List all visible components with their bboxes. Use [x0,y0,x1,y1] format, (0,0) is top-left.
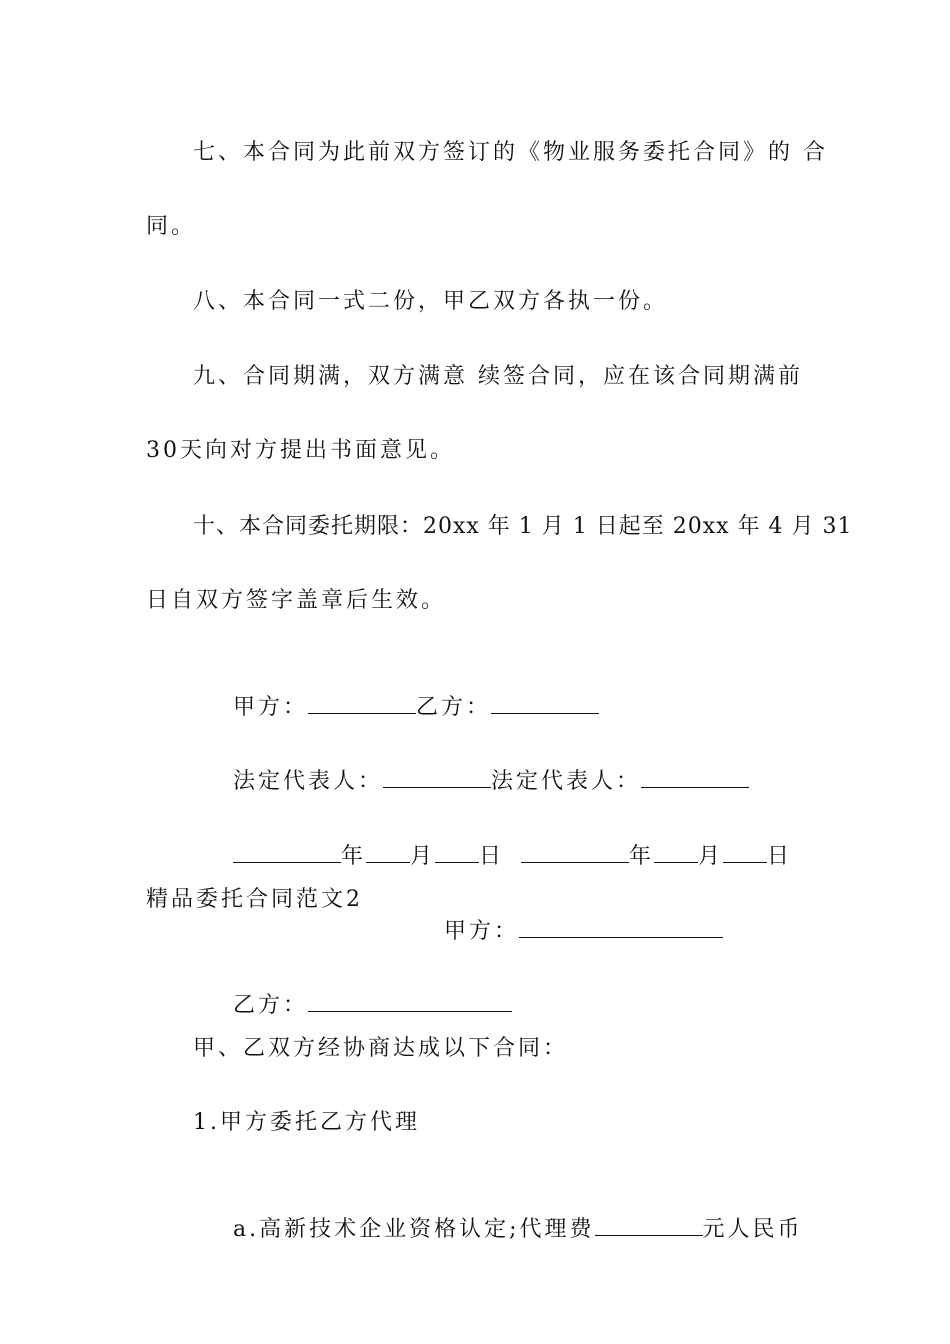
month-label: 月 [698,844,724,869]
party-a-label: 甲方： [232,695,308,720]
day-label: 日 [767,844,793,869]
clause-10-line-1: 十、本合同委托期限：20xx 年 1 月 1 日起至 20xx 年 4 月 31 [193,514,853,539]
party-a-label: 甲方： [443,919,519,944]
section-2-item-1: 1.甲方委托乙方代理 [193,1110,420,1135]
month-label: 月 [410,844,436,869]
clause-10-line-2: 日自双方签字盖章后生效。 [146,588,447,613]
section-2-party-b-blank[interactable] [308,989,512,1012]
date-a-day-blank[interactable] [435,840,479,863]
section-2-heading: 精品委托合同范文2 [146,887,363,912]
clause-7-line-1: 七、本合同为此前双方签订的《物业服务委托合同》的 合 [193,140,828,165]
party-b-blank[interactable] [491,691,599,714]
clause-7-line-2: 同。 [146,214,197,239]
section-2-item-a [193,1183,803,1275]
clause-9-line-2: 30天向对方提出书面意见。 [146,438,455,463]
party-a-blank[interactable] [308,691,416,714]
year-label: 年 [340,844,366,869]
date-a-month-blank[interactable] [366,840,410,863]
legal-rep-a-blank[interactable] [383,765,491,788]
date-b-day-blank[interactable] [723,840,767,863]
legal-rep-b-blank[interactable] [641,765,749,788]
party-b-label: 乙方： [416,695,492,720]
item-a-text: a.高新技术企业资格认定;代理费 [232,1217,595,1242]
year-label: 年 [628,844,654,869]
legal-rep-b-label: 法定代表人： [491,769,642,794]
date-b-year-blank[interactable] [521,840,629,863]
legal-rep-a-label: 法定代表人： [232,769,383,794]
party-b-label: 乙方： [232,993,308,1018]
clause-9-line-1: 九、合同期满，双方满意 续签合同，应在该合同期满前 [193,364,803,389]
item-a-currency: 元人民币 [702,1217,803,1242]
section-2-intro: 甲、乙双方经协商达成以下合同： [193,1036,569,1061]
clause-8: 八、本合同一式二份，甲乙双方各执一份。 [193,289,669,314]
date-b-month-blank[interactable] [654,840,698,863]
date-a-year-blank[interactable] [233,840,341,863]
section-2-party-a-blank[interactable] [519,915,723,938]
day-label: 日 [479,844,505,869]
agency-fee-blank[interactable] [595,1213,703,1236]
